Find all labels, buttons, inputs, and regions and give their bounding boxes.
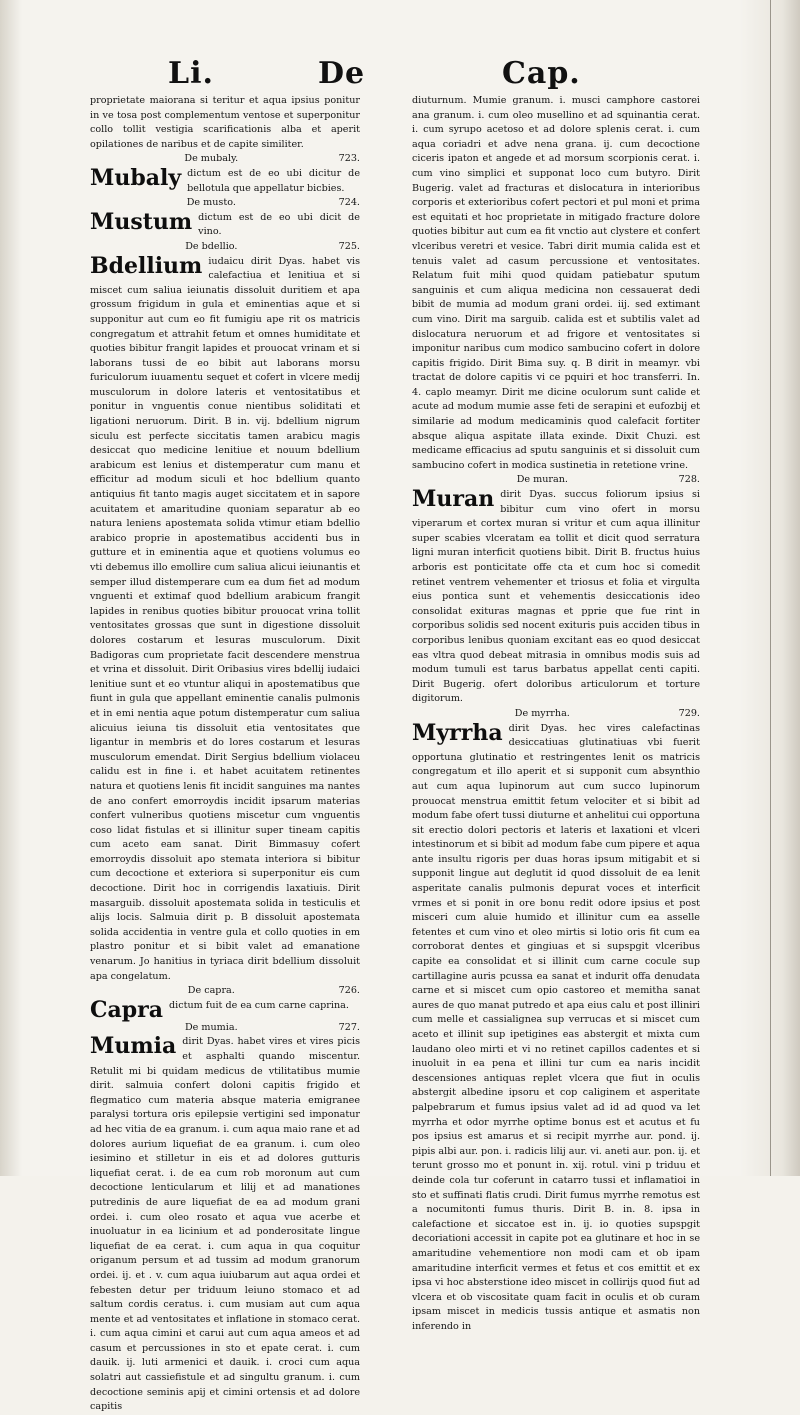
entry-number: 723.: [338, 153, 360, 165]
text-paragraph: proprietate maiorana si teritur et aqua ipsius ponitur in ve tosa post complementum ventose et superponitur collo tollit vestigia scarificationis alba et aperit opilationes de naribus et de capite similiter.: [90, 95, 360, 150]
entry-number: 724.: [338, 197, 360, 209]
entry-lemma: Capra: [90, 996, 163, 1023]
entry-text: dirit Dyas. habet vires et vires picis et asphalti quando miscentur. Retulit mi bi quidam medicus de vtilitatibus mumie dirit. salmuia confert doloni capitis frigido et flegmatico cum materia absque materia emigranee paralysi tortura oris epilepsie vertigini sed imponatur ad hec vitia de ea granum. i. cum aqua maio rane et ad dolores aurium liquefiat de ea granum. i. cum oleo iesimino et stilletur in eis et ad dolores gutturis liquefiat cerat. i. de ea cum rob moronum aut cum decoctione lenticularum et lilij et ad manationes putredinis de aure liquefiat de ea ad modum grani ordei. i. cum oleo rosato et aqua vue acerbe et inuoluatur in ea licinium et ad ponderositate lingue liquefiat de ea cerat. i. cum aqua in qua coquitur origanum persum et ad tussim ad modum granorum ordei. ij. et . v. cum aqua iuiubarum aut aqua ordei et febesten detur per triduum leiuno stomaco et ad saltum cordis ceratus. i. cum musiam aut cum aqua mente et ad ventositates et inflatione in stomaco cerat. i. cum aqua cimini et carui aut cum aqua ameos et ad casum et percussiones in sto et epate cerat. i. cum dauik. ij. luti armenici et dauik. i. croci cum aqua solatri aut cassiefistule et ad singultu granum. i. cum decoctione seminis apij et cimini ortensis et ad dolore capitis: [90, 1036, 360, 1413]
entry-lemma: Muran: [412, 486, 495, 513]
entry-text: iudaicu dirit Dyas. habet vis calefactiua et lenitiua et si miscet cum saliua ieiunatis dissoluit duritiem et apa grossum frigidum in gula et eminentias aque et si supponitur aut cum eo fit fumigiu ape rit os matricis congregatum et attrahit fetum et omnes humiditate et quoties bibitur frangit lapides et prouocat vrinam et si laborans tussi de eo bibit aut laborans morsu furiculorum iuuamentu sequet et cofert in vlcere medij musculorum in dolore lateris et ventositatibus et ponitur in vnguentis conue nientibus soliditati et ligationi neruorum. Dirit. B in. vij. bdellium nigrum siculu est perfecte siccitatis tamen arabicu magis desiccat quo medicine lenitiue et nouum bdellium arabicum est lenius et distemperatur cum manu et efficitur ad modum siculi et hoc bdellium quanto antiquius fit tanto magis auget siccitatem et in sapore acuitatem et amaritudine quoniam separatur ab eo natura leniens apostemata solida vtimur etiam bdellio arabico proprie in apostematibus accidenti bus in gutture et in eminentia aque et quotiens volumus eo vti debemus illo emollire cum saliua alicui ieiunantis et semper illud distemperare cum ea dum fiet ad modum vnguenti et extimaf quod bdellium arabicum frangit lapides in renibus quoties bibitur prouocat vrina tollit ventositates grossas que sunt in digestione dissoluit dolores costarum et lesuras musculorum. Dixit Badigoras cum proprietate facit descendere menstrua et vrina et dissoluit. Dirit Oribasius vires bdellij iudaici lenitiue sunt et eo vtuntur aliqui in apostematibus que fiunt in gula que appellant eminentie canalis pulmonis et in emi nentia aque potum distemperatur cum saliua alicuius ieiuna tis dissoluit etia ventositates que ligantur in membris et do lores costarum et lesuras musculorum emendat. Dirit Sergius bdellium violaceu calidu est in fine i. et habet acuitatem retinentes natura et quotiens lenis fit incidit sanguines ma nantes de ano confert emorroydis incidit ipsarum materias confert vulneribus quotiens miscetur cum vnguentis coso lidat fistulas et si illinitur super tineam capitis cum aceto eam sanat. Dirit Bimmasuy cofert emorroydis dissoluit apo stemata interiora si bibitur cum decoctione et exteriora si superponitur eis cum decoctione. Dirit hoc in corrigendis laxatiuis. Dirit masarguib. dissoluit apostemata solida in testiculis et alijs locis. Salmuia dirit p. B dissoluit apostemata solida accidentia in ventre gula et collo quoties in em plastro ponitur et si bibit valet ad emanatione venarum. Jo hanitius in tyriaca dirit bdellium dissoluit apa congelatum.: [90, 255, 360, 982]
dictionary-entry: [412, 719, 700, 1335]
entry-lemma: Mumia: [90, 1033, 177, 1060]
dictionary-entry: [90, 252, 360, 985]
dictionary-entry: [90, 164, 360, 196]
dictionary-entry: [90, 1035, 360, 1414]
entry-lemma: Mustum: [90, 208, 193, 235]
entry-number: 729.: [678, 707, 700, 719]
running-head-right: Cap.: [502, 56, 581, 91]
entry-lemma: Mubaly: [90, 164, 182, 191]
entry-lemma: Bdellium: [90, 252, 203, 279]
page-edge: [740, 0, 800, 1176]
entry-text: dirit Dyas. hec vires calefactinas desiccatiuas glutinatiuas vbi fuerit opportuna glutinatio et restringentes lenit os matricis congregatum et illo aperit et si supponit cum absynthio aut cum aqua lupinorum aut cum succo lupinorum prouocat menstrua emittit fetum velociter et si bibit ad modum fabe ofert tussi diuturne et anhelitui cui opportuna sit erectio dolori pectoris et lateris et laxationi et vlceri intestinorum et si bibit ad modum fabe cum pipere et aqua ante insultu rigoris per duas horas ipsum mitigabit et si supponit lingue aut deglutit id quod dissoluit de ea lenit asperitate canalis pulmonis depurat voces et interficit vrmes et si ponit in ore bonu redit odore ipsius et post misceri cum aluie humido et illinitur cum ea asselle fetentes et cum vino et oleo mirtis si lotio oris fit cum ea corroborat dentes et gingiuas et si supspgit vlceribus capite ea consolidat et si illinit cum carne cocule sup cartillagine auris pcussa ea sanat et indurit offa denudata carne et si miscet cum opio castoreo et memitha sanat aures de quo manat putredo et apa eius calu et post illiniri cum melle et cassialignea sup verrucas et si miscet cum aceto et illinit sup ipetigines eas abstergit et mixta cum laudano oleo mirti et vi no retinet capillos cadentes et si inuoluit in ea pena et illini tur cum ea naris incidit descensiones antiquas replet vlcera que fiut in oculis abstergit albedine ipsoru et cop caliginem et asperitate palpebrarum et fumus ipsius valet ad id ad quod va let myrrha et odor myrrhe optime bonus est et acutus et fu pos ipsius est amarus et si recipit myrrhe aur. pond. ij. pipis albi aur. pon. i. radicis lilij aur. vi. aneti aur. pon. ij. et terunt grosso mo et ponunt in. xij. rotul. vini p triduu et deinde cola tur coferunt in catarro tussi et inflamatioi in sto et suffinati flatis crudi. Dirit fumus myrrhe remotus est a nocumitonti fumus thuris. Dirit B. in. 8. ipsa in calefactione et siccatoe est in. ij. io quoties supspgit decoriationi accessit in capite pot ea glutinare et hoc in se amaritudine vehementiore non modi cam et ob ipam amaritudine interficit vermes et fetus et cos emittit et ex ipsa vi hoc absterstione ideo miscet in collirijs quod fiut ad vlcera et ob viscositate quam facit in oculis et ob curam ipsam miscet in medicis tussis antique et asmatis non inferendo in: [412, 722, 700, 1332]
dictionary-entry: [90, 208, 360, 240]
text-paragraph: diuturnum. Mumie granum. i. musci camphore castorei ana granum. i. cum oleo musellino et ad squinantia cerat. i. cum syrupo acetoso et ad dolore splenis cerat. i. cum aqua coriadri et adve nena grana. ij. cum decoctione ciceris ipaton et angede et ad morsum scorpionis cerat. i. cum vino simplici et supponat loco cum butyro. Dirit Bugerig. valet ad fracturas et dislocatura in interioribus corporis et exterioribus cofert pectori et pul moni et prima est equitati et hoc proprietate in mitigado fracture dolore quoties bibitur aut cum ea fit vnctio aut clystere et confert vlceribus veretri et vesice. Tabri dirit mumia calida est et tenuis valet ad casum percussione et ventositates. Relatum fuit mihi quod quidam patiebatur sputum sanguinis et cum aliqua medicina non cessauerat dedi bibit de mumia ad modum grani ordei. iij. sed extimant cum vino. Dirit ma sarguib. calida est et subtilis valet ad dislocatura neruorum et ad frigore et ventositates si imponitur naribus cum modico sambucino cofert in dolore capitis frigido. Dirit Bima suy. q. B dirit in meamyr. vbi tractat de dolore capitis vi ce pquiri et hoc transferri. In. 4. caplo meamyr. Dirit me dicine oculorum sunt calide et acute ad modum mumie asse feti de serapini et eufozbij et similarie ad modum medicaminis quod calefacit fortiter absque aliqua aspitate illata exinde. Dixit Chuzi. est medicame efficacius ad sputu sanguinis et si dissoluit cum sambucino cofert in modica sustinetia in retetione vrine.: [412, 95, 700, 471]
entry-lemma: Myrrha: [412, 719, 503, 746]
dictionary-entry: [412, 488, 700, 707]
rubric-title: De musto.: [186, 197, 236, 209]
entry-number: 728.: [678, 474, 700, 486]
entry-text: dirit Dyas. succus foliorum ipsius si bibitur cum vino ofert in morsu viperarum et cortex muran si vritur et cum aqua illinitur super scabies vlceratam ea tollit et dicit quod serratura ligni muran interficit quotiens bibit. Dirit B. fructus huius arboris est ponticitate offe cta et cum hoc si comedit retinet ventrem vehementer et triosus et folia et virgulta eius pontica sunt et vehementis desiccationis ideo consolidat exituras magnas et pprie que fue rint in corporibus solidis sed nocent exituris puis acciden tibus in corporibus lenibus quoniam excitant eas eo quod desiccat eas vltra quod debeat mitrasia in omnibus modis suis ad modum tumuli est tarus barbatus appellat centi capiti. Dirit Bugerig. ofert doloribus articulorum et torture digitorum.: [412, 489, 700, 705]
right-column: [412, 94, 700, 1334]
rubric-title: De mumia.: [184, 1021, 238, 1033]
gutter-shadow: [0, 0, 22, 1176]
entry-number: 727.: [338, 1021, 360, 1033]
rubric-title: De bdellio.: [185, 240, 238, 252]
entry-number: 726.: [338, 985, 360, 997]
rubric-title: De capra.: [187, 985, 235, 997]
entry-number: 725.: [338, 240, 360, 252]
entry-text: dictum est de eo ubi dicitur de bellotula que appellatur bicbies.: [187, 167, 360, 194]
entry-text: dictum fuit de ea cum carne caprina.: [169, 999, 349, 1011]
dictionary-entry: [90, 996, 360, 1023]
running-head-middle: De: [318, 56, 366, 91]
left-column: [90, 94, 360, 1415]
rubric-title: De mubaly.: [184, 153, 239, 165]
rubric-title: De muran.: [516, 474, 568, 486]
rubric-title: De myrrha.: [514, 707, 570, 719]
entry-text: dictum est de eo ubi dicit de vino.: [198, 211, 360, 238]
running-head-left: Li.: [168, 56, 214, 91]
